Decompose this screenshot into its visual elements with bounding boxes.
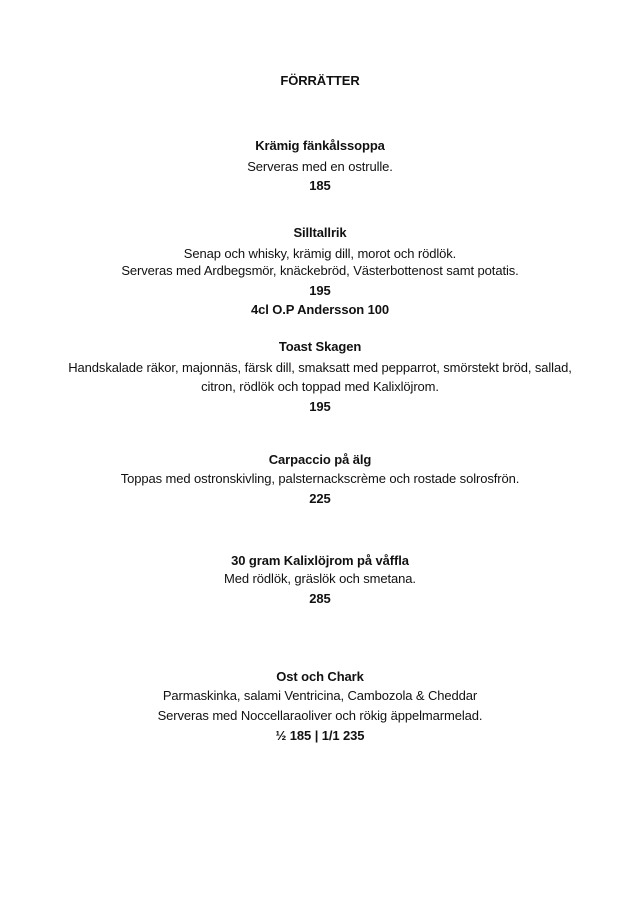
item-description: Senap och whisky, krämig dill, morot och rödlök. (183, 246, 457, 261)
item-description: citron, rödlök och toppad med Kalixlöjrom. (201, 379, 439, 394)
item-extra: 4cl O.P Andersson 100 (250, 302, 390, 317)
item-name: Carpaccio på älg (268, 452, 372, 467)
item-description: Med rödlök, gräslök och smetana. (224, 571, 416, 586)
item-price: 225 (309, 491, 331, 506)
item-price: ½ 185 | 1/1 235 (275, 728, 365, 743)
item-name: Silltallrik (293, 225, 347, 240)
item-description: Serveras med Noccellaraoliver och rökig äppelmarmelad. (157, 708, 483, 723)
item-description: Toppas med ostronskivling, palsternackscrème och rostade solrosfrön. (120, 471, 520, 486)
item-price: 285 (309, 591, 331, 606)
item-description: Handskalade räkor, majonnäs, färsk dill, smaksatt med pepparrot, smörstekt bröd, sallad, (68, 360, 572, 375)
item-price: 195 (309, 283, 331, 298)
item-description: Serveras med Ardbegsmör, knäckebröd, Västerbottenost samt potatis. (121, 263, 519, 278)
item-name: Krämig fänkålssoppa (255, 138, 385, 153)
item-description: Serveras med en ostrulle. (247, 159, 393, 174)
item-name: Toast Skagen (278, 339, 362, 354)
item-name: 30 gram Kalixlöjrom på våffla (231, 553, 409, 568)
item-name: Ost och Chark (276, 669, 364, 684)
item-price: 195 (309, 399, 331, 414)
item-price: 185 (309, 178, 331, 193)
item-description: Parmaskinka, salami Ventricina, Cambozola & Cheddar (162, 688, 478, 703)
section-title: FÖRRÄTTER (280, 73, 360, 88)
